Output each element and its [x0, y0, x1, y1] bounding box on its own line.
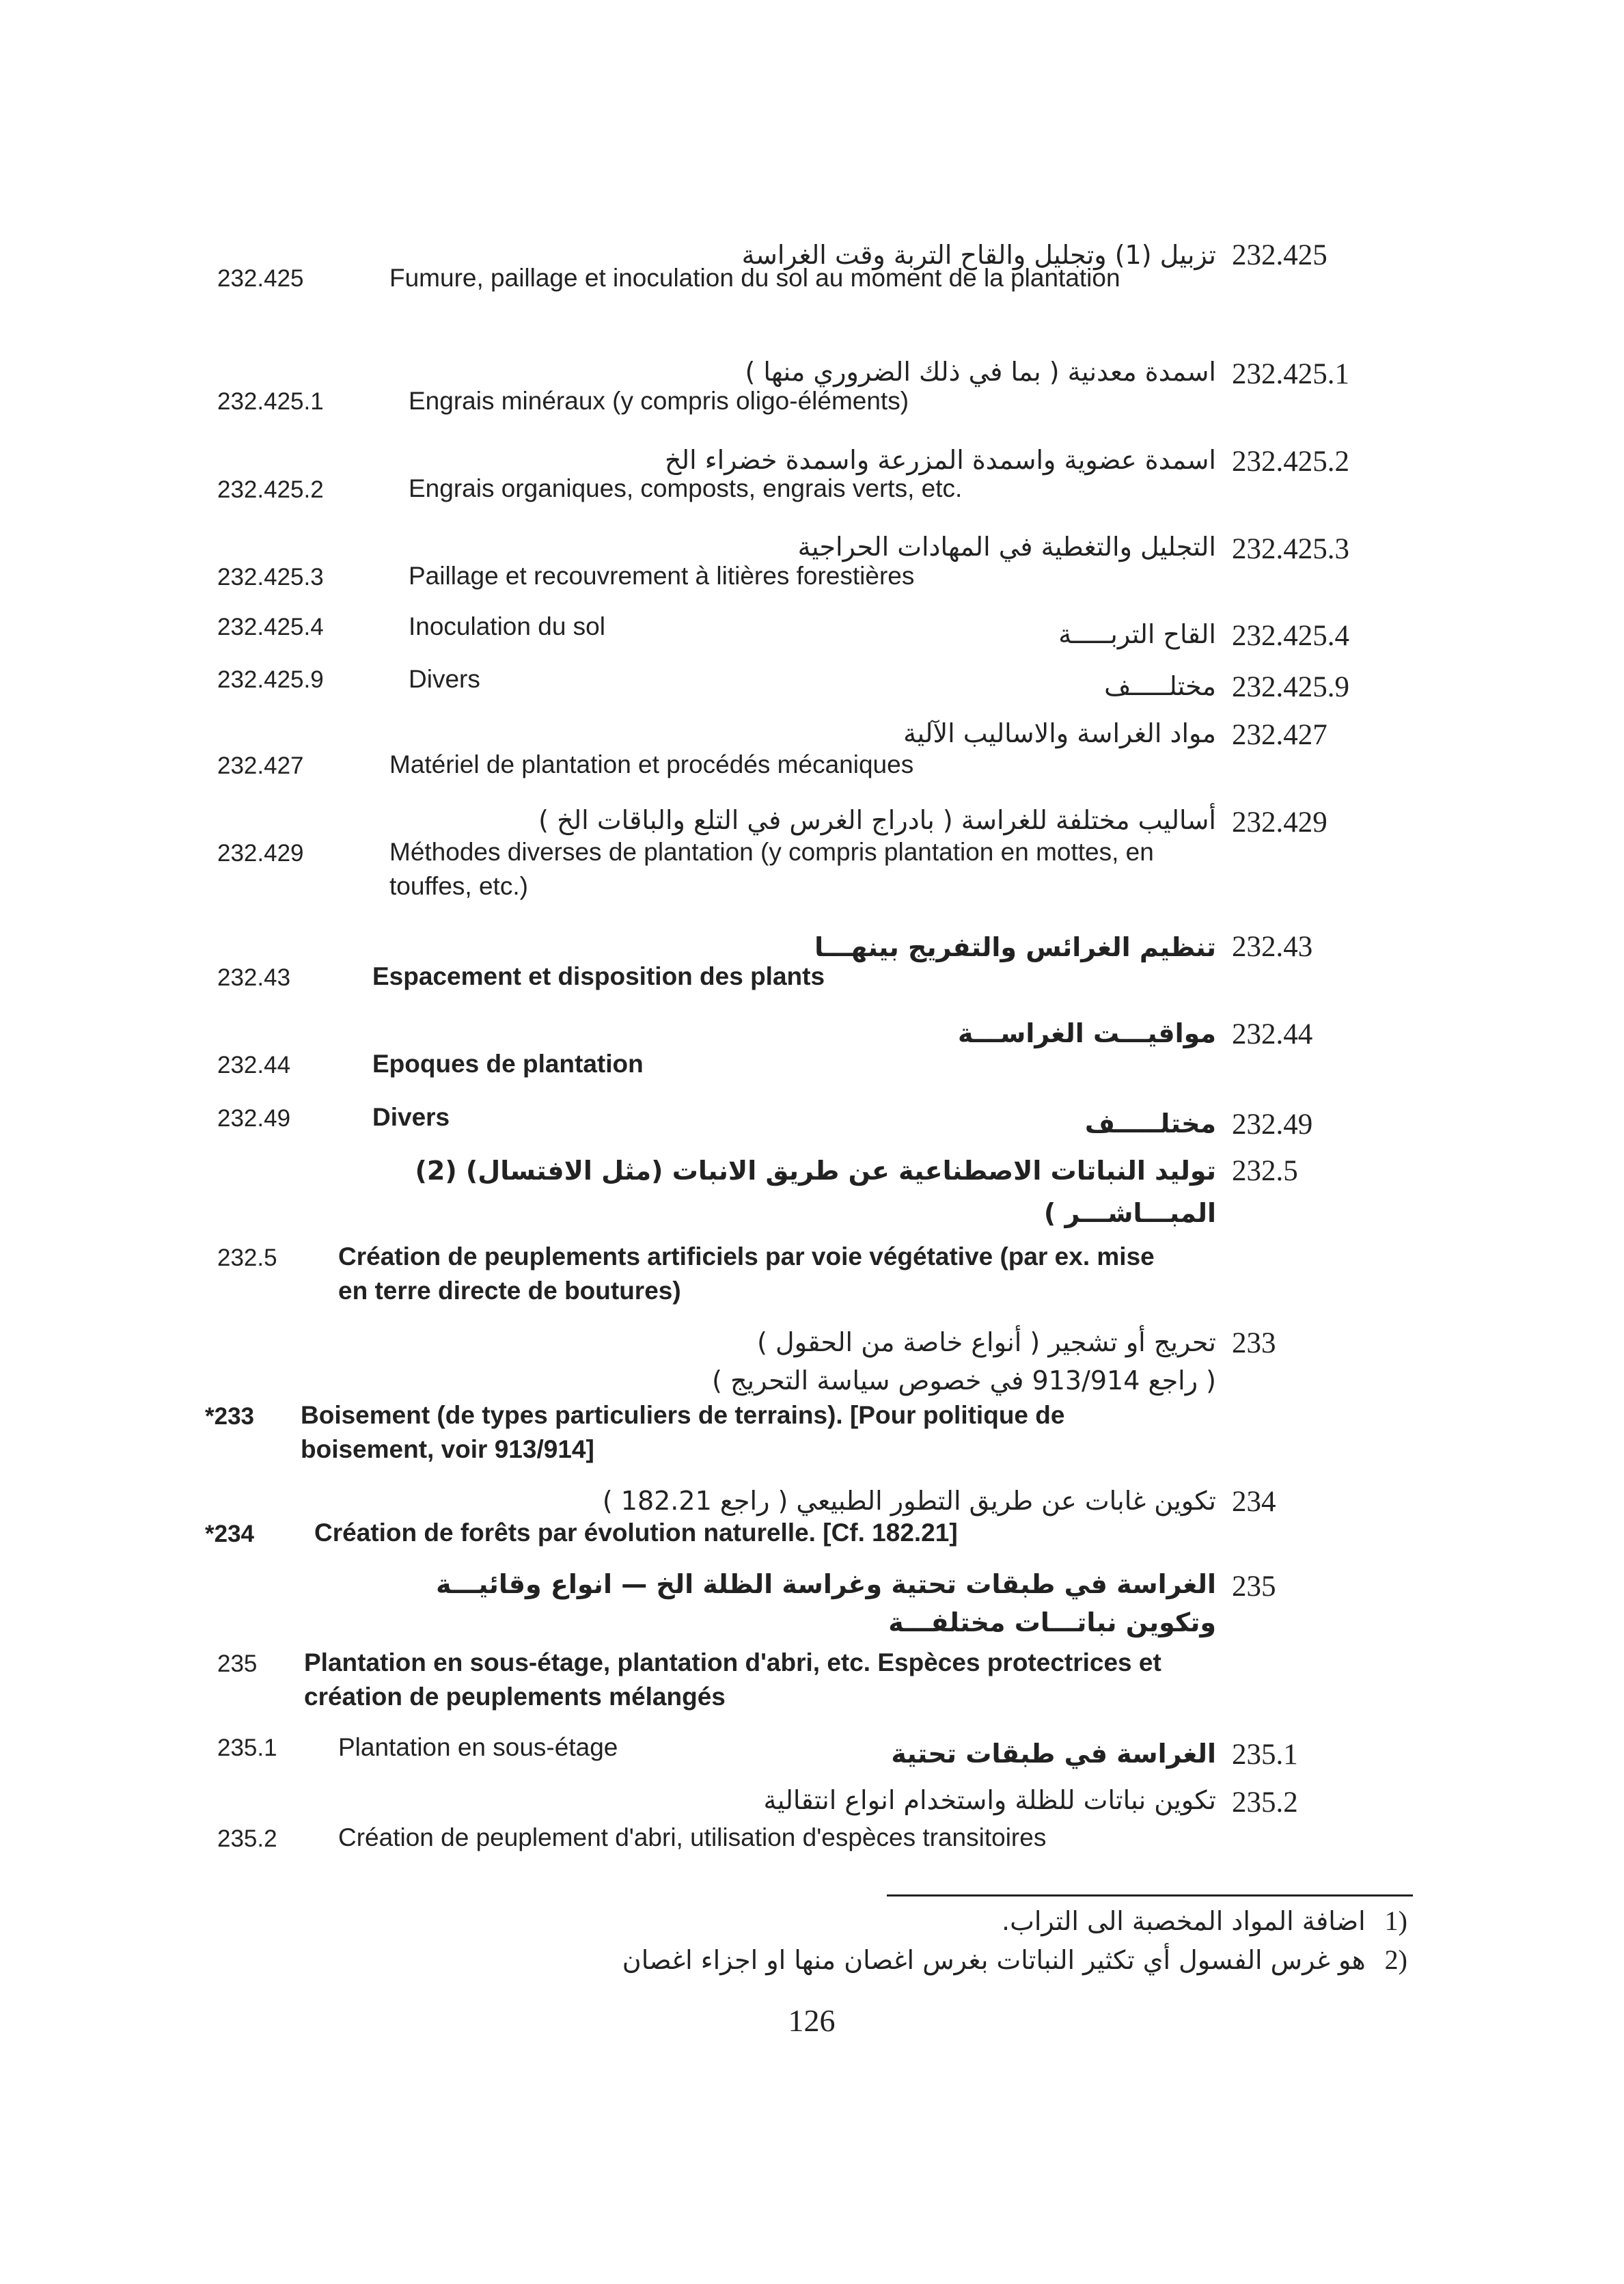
entry-arabic-text: الغراسة في طبقات تحتية وغراسة الظلة الخ — انواع وقائيـــة [436, 1569, 1216, 1599]
entry-code-right: 234 [1232, 1486, 1276, 1518]
entry-arabic-text: مختلـــــف [1104, 671, 1216, 701]
entry-french-text: Divers [409, 665, 480, 693]
entry-french-text: Engrais organiques, composts, engrais verts, etc. [409, 474, 963, 502]
entry-arabic-text: مختلـــــف [1084, 1109, 1216, 1139]
entry-code-right: 232.425.2 [1232, 446, 1349, 478]
entry-code-left: 232.425.9 [217, 666, 324, 693]
footnote-number: (1 [1384, 1905, 1407, 1936]
footnote-separator [887, 1894, 1413, 1896]
footnote-1 [383, 1903, 1407, 1939]
entry-code-left: 235 [217, 1650, 258, 1677]
entry-code-left: *233 [205, 1403, 255, 1430]
entry-code-right: 232.425.1 [1232, 358, 1349, 390]
entry-code-left: 232.43 [217, 964, 291, 991]
entry-code-right: 232.429 [1232, 806, 1327, 839]
entry-french-text: Paillage et recouvrement à litières forestières [409, 562, 915, 590]
entry-code-left: 232.425 [217, 265, 304, 292]
entry-arabic-text: تنظيم الغرائس والتفريج بينهـــا [814, 932, 1216, 962]
entry-code-right: 232.425.3 [1232, 533, 1349, 565]
entry-arabic-text: الغراسة في طبقات تحتية [891, 1739, 1216, 1769]
entry-code-right: 232.427 [1232, 719, 1327, 751]
entry-code-left: 232.427 [217, 752, 304, 779]
entry-arabic-text: مواقيـــت الغراســـة [958, 1018, 1216, 1048]
entry-code-left: 235.1 [217, 1735, 277, 1761]
entry-code-left: 235.2 [217, 1825, 277, 1852]
entry-arabic-text: تزبيل (1) وتجليل والقاح التربة وقت الغراسة [741, 240, 1216, 270]
entry-code-right: 235.1 [1232, 1739, 1298, 1771]
entry-arabic-text: مواد الغراسة والاساليب الآلية [903, 718, 1216, 748]
entry-code-right: 232.43 [1232, 931, 1313, 963]
entry-arabic-text: أساليب مختلفة للغراسة ( بادراج الغرس في التلع والباقات الخ ) [538, 805, 1216, 835]
entry-arabic-text: التجليل والتغطية في المهادات الحراجية [797, 532, 1216, 562]
entry-code-left: 232.44 [217, 1052, 291, 1078]
entry-arabic-text: تكوين غابات عن طريق التطور الطبيعي ( راجع 182.21 ) [602, 1486, 1216, 1516]
footnote-text: اضافة المواد المخصبة الى التراب. [1001, 1906, 1366, 1936]
entry-code-right: 235.2 [1232, 1786, 1298, 1819]
entry-arabic-text: اسمدة معدنية ( بما في ذلك الضروري منها ) [745, 357, 1216, 387]
entry-code-left: 232.425.4 [217, 614, 324, 640]
entry-arabic-text: تكوين نباتات للظلة واستخدام انواع انتقالية [763, 1785, 1216, 1815]
entry-code-left: 232.49 [217, 1105, 291, 1132]
entry-code-left: 232.425.1 [217, 388, 324, 415]
entry-code-right: 232.425.4 [1232, 620, 1349, 652]
entry-french-text: Création de forêts par évolution naturelle. [Cf. 182.21] [314, 1519, 958, 1547]
entry-french-text: Engrais minéraux (y compris oligo-éléments) [409, 387, 909, 415]
entry-french-text: Création de peuplement d'abri, utilisation d'espèces transitoires [338, 1823, 1047, 1851]
entry-code-left: 232.425.2 [217, 476, 324, 503]
entry-code-right: 233 [1232, 1327, 1276, 1359]
entry-french-text: Divers [372, 1103, 450, 1131]
entry-arabic-text: القاح التربـــــة [1058, 619, 1216, 649]
entry-french-text: Méthodes diverses de plantation (y compris plantation en mottes, en touffes, etc.) [389, 838, 1154, 900]
entry-code-right: 232.49 [1232, 1109, 1313, 1141]
entry-code-left: *234 [205, 1521, 255, 1547]
entry-code-left: 232.429 [217, 840, 304, 867]
entry-french-text: Plantation en sous-étage [338, 1733, 618, 1761]
entry-arabic-text: تحريج أو تشجير ( أنواع خاصة من الحقول ) [757, 1327, 1216, 1357]
page-number: 126 [788, 2003, 836, 2038]
entry-french-text: Boisement (de types particuliers de terrains). [Pour politique de boisement, voir 913/914] [301, 1401, 1065, 1463]
entry-arabic-reference: ( راجع 913/914 في خصوص سياسة التحريج ) [712, 1365, 1216, 1396]
entry-french-text: Inoculation du sol [409, 612, 605, 640]
entry-arabic-text: اسمدة عضوية واسمدة المزرعة واسمدة خضراء الخ [664, 445, 1216, 475]
entry-code-right: 232.425 [1232, 239, 1327, 271]
entry-french-text: Plantation en sous-étage, plantation d'abri, etc. Espèces protectrices et création de peuplements mélangés [304, 1648, 1161, 1711]
footnote-2 [383, 1942, 1407, 1978]
entry-arabic-text: توليد النباتات الاصطناعية عن طريق الانبات (مثل الافتسال) (2) المبـــاشـــر ) [415, 1156, 1216, 1228]
entry-code-right: 232.425.9 [1232, 671, 1349, 703]
entry-code-right: 235 [1232, 1571, 1276, 1603]
entry-code-left: 232.5 [217, 1245, 277, 1271]
entry-french-text: Fumure, paillage et inoculation du sol au moment de la plantation [389, 264, 1120, 292]
entry-arabic-continuation: وتكوين نباتـــات مختلفـــة [888, 1607, 1216, 1637]
footnote-text: هو غرس الفسول أي تكثير النباتات بغرس اغصان منها او اجزاء اغصان [622, 1945, 1366, 1975]
footnote-number: (2 [1384, 1944, 1407, 1975]
entry-code-right: 232.44 [1232, 1018, 1313, 1050]
entry-french-text: Création de peuplements artificiels par voie végétative (par ex. mise en terre directe de boutures) [338, 1242, 1155, 1305]
entry-code-right: 232.5 [1232, 1155, 1298, 1187]
entry-code-left: 232.425.3 [217, 564, 324, 590]
entry-french-text: Matériel de plantation et procédés mécaniques [389, 750, 914, 778]
entry-french-text: Epoques de plantation [372, 1050, 644, 1078]
entry-french-text: Espacement et disposition des plants [372, 962, 825, 990]
